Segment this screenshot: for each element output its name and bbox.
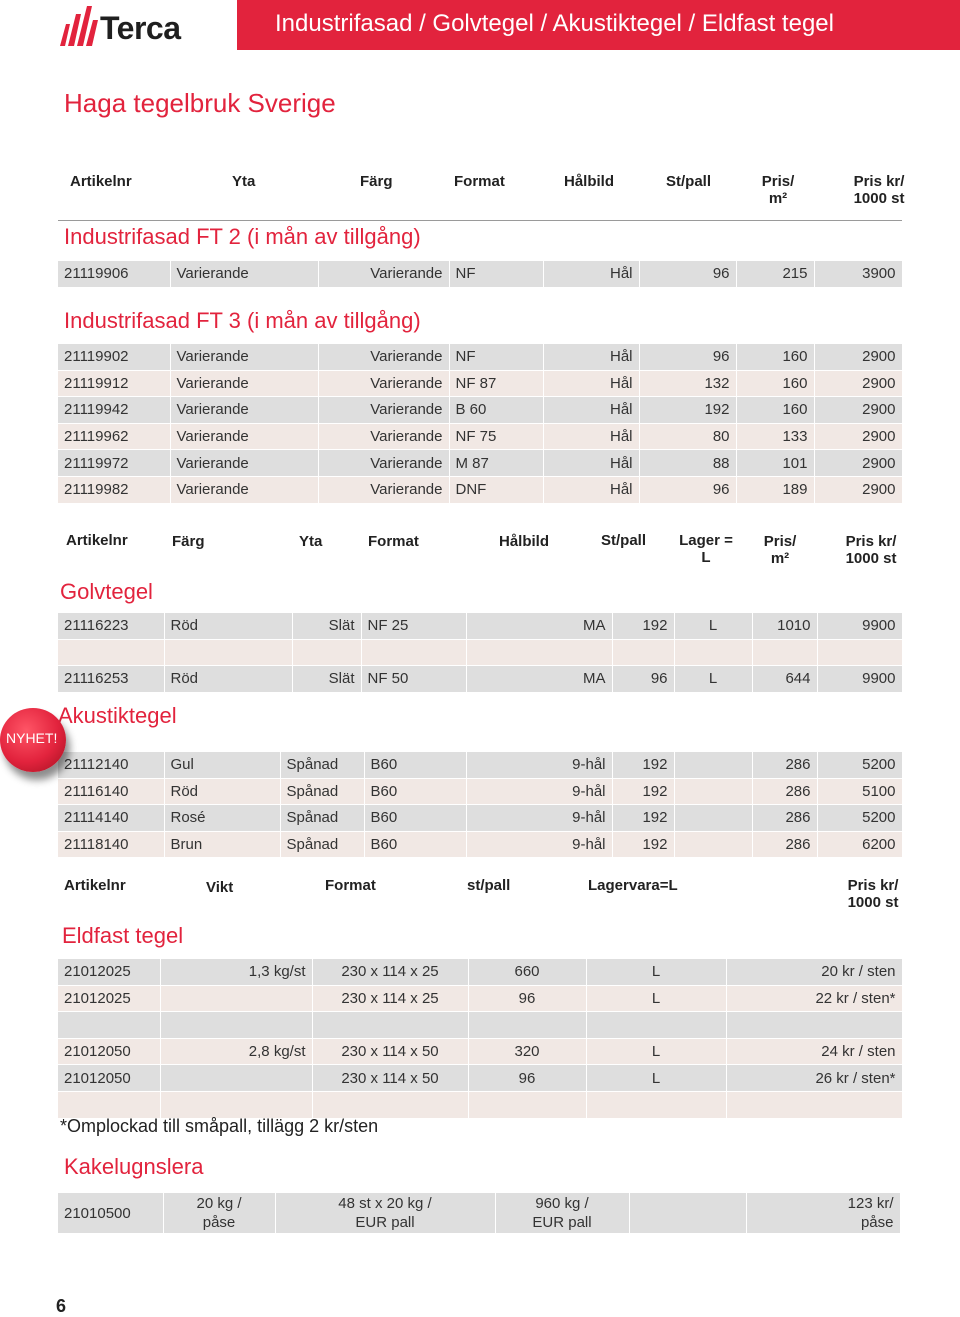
table-akustiktegel <box>58 752 903 858</box>
col-header-stpall: St/pall <box>666 173 712 190</box>
table-cell <box>58 1091 160 1118</box>
table-cell: 21119912 <box>58 370 170 397</box>
table-cell: Varierande <box>170 344 318 370</box>
table-cell <box>361 639 466 666</box>
table-cell <box>468 1012 586 1039</box>
table-row <box>58 778 902 805</box>
table-row <box>58 959 902 985</box>
table-cell: Varierande <box>318 344 449 370</box>
table-cell <box>466 639 612 666</box>
table-cell: 96 <box>468 1065 586 1092</box>
table-cell <box>674 778 752 805</box>
col-header-stpall-3: st/pall <box>467 877 511 894</box>
table-cell: Hål <box>543 397 639 424</box>
table-cell: 21116140 <box>58 778 164 805</box>
col-header-halbild: Hålbild <box>564 173 615 190</box>
table-cell: Varierande <box>170 397 318 424</box>
brand-logo[interactable]: Terca <box>100 10 181 46</box>
table-cell: 22 kr / sten* <box>726 985 902 1012</box>
table-cell: B60 <box>364 831 466 858</box>
table-cell: L <box>586 985 726 1012</box>
table-cell: B60 <box>364 778 466 805</box>
table-cell: 21119902 <box>58 344 170 370</box>
section-title-akustiktegel: Akustiktegel <box>58 703 177 728</box>
table-cell <box>586 1012 726 1039</box>
table-cell <box>674 752 752 778</box>
table-cell <box>674 831 752 858</box>
col-header-yta-2: Yta <box>299 533 323 550</box>
table-cell <box>726 1091 902 1118</box>
table-cell: Röd <box>164 666 292 693</box>
col-header-farg-2: Färg <box>172 533 205 550</box>
table-cell: 96 <box>468 985 586 1012</box>
table-cell: 96 <box>639 344 736 370</box>
table-cell: 21118140 <box>58 831 164 858</box>
table-ft3 <box>58 344 903 504</box>
table-cell: Spånad <box>280 805 364 832</box>
table-row <box>58 805 902 832</box>
table-cell <box>164 639 292 666</box>
table-cell <box>586 1091 726 1118</box>
table-cell: 286 <box>752 805 817 832</box>
table-cell: Varierande <box>318 261 449 287</box>
col-header-format: Format <box>454 173 505 190</box>
table-cell: 660 <box>468 959 586 985</box>
col-header-artikelnr: Artikelnr <box>70 173 132 190</box>
table-cell: 192 <box>612 805 674 832</box>
table-cell <box>58 1012 160 1039</box>
table-row: 21010500 20 kg / påse 48 st x 20 kg / EUR pall 960 kg / EUR pall 123 kr/ påse <box>58 1193 900 1234</box>
table-cell: 21012025 <box>58 985 160 1012</box>
table-cell: 9900 <box>817 666 902 693</box>
col-header-lager: Lager = L <box>679 532 733 566</box>
table-cell: Varierande <box>318 450 449 477</box>
table-cell: 9-hål <box>466 805 612 832</box>
header-banner-title: Industrifasad / Golvtegel / Akustiktegel / Eldfast tegel <box>275 10 834 37</box>
table-cell: 230 x 114 x 25 <box>312 959 468 985</box>
table-cell <box>160 1012 312 1039</box>
table-cell: L <box>586 1065 726 1092</box>
table-cell: 2900 <box>814 450 902 477</box>
table-cell: 21112140 <box>58 752 164 778</box>
nyhet-badge: NYHET! <box>0 708 66 772</box>
section-title-ft2: Industrifasad FT 2 (i mån av tillgång) <box>64 224 421 249</box>
table-cell <box>160 985 312 1012</box>
table-cell: 88 <box>639 450 736 477</box>
table-kakelugnslera <box>58 1193 901 1234</box>
table-cell <box>674 639 752 666</box>
table-cell: 21012050 <box>58 1038 160 1065</box>
table-cell: 96 <box>639 476 736 503</box>
table-cell: 1,3 kg/st <box>160 959 312 985</box>
table-cell: NF 87 <box>449 370 543 397</box>
table-cell <box>726 1012 902 1039</box>
table-cell <box>160 1091 312 1118</box>
col-header-lagervara: Lagervara=L <box>588 877 678 894</box>
table-cell: 96 <box>639 261 736 287</box>
table-cell: 160 <box>736 344 814 370</box>
col-header-artikelnr-2: Artikelnr <box>66 532 128 549</box>
table-cell: 192 <box>612 752 674 778</box>
table-cell: 215 <box>736 261 814 287</box>
col-header-artikelnr-3: Artikelnr <box>64 877 126 894</box>
table-cell: 2900 <box>814 423 902 450</box>
table-cell: 160 <box>736 370 814 397</box>
table-cell: Hål <box>543 423 639 450</box>
table-cell: 20 kr / sten <box>726 959 902 985</box>
table-row <box>58 476 902 503</box>
table-cell: 80 <box>639 423 736 450</box>
col-header-halbild-2: Hålbild <box>499 533 550 550</box>
col-header-pris-m2-2: Pris/ m² <box>763 533 797 567</box>
table-cell <box>674 805 752 832</box>
col-header-format-3: Format <box>325 877 376 894</box>
table-row <box>58 1038 902 1065</box>
table-cell: 9-hål <box>466 831 612 858</box>
table-cell: 132 <box>639 370 736 397</box>
table-cell <box>312 1012 468 1039</box>
table-cell: 6200 <box>817 831 902 858</box>
table-cell: 21119982 <box>58 476 170 503</box>
table-cell: Varierande <box>318 423 449 450</box>
table-cell: Spånad <box>280 778 364 805</box>
table-row <box>58 831 902 858</box>
table-row <box>58 344 902 370</box>
table-cell: 286 <box>752 778 817 805</box>
table-cell <box>468 1091 586 1118</box>
col-header-yta: Yta <box>232 173 256 190</box>
table-cell: 21119942 <box>58 397 170 424</box>
table-cell: L <box>674 666 752 693</box>
col-header-pris-st: Pris kr/ 1000 st <box>853 173 905 207</box>
col-header-format-2: Format <box>368 533 419 550</box>
col-header-pris-st-3: Pris kr/ 1000 st <box>847 877 899 911</box>
col-header-stpall-2: St/pall <box>601 532 647 549</box>
table-cell: 21119962 <box>58 423 170 450</box>
col-header-pris-m2: Pris/ m² <box>761 173 795 207</box>
col-header-farg: Färg <box>360 173 393 190</box>
table-cell: 2900 <box>814 397 902 424</box>
table-cell <box>312 1091 468 1118</box>
table-cell: 21116253 <box>58 666 164 693</box>
table-cell: 286 <box>752 831 817 858</box>
table-cell: NF 25 <box>361 613 466 639</box>
table-cell: NF 75 <box>449 423 543 450</box>
table-cell <box>292 639 361 666</box>
table-cell: 1010 <box>752 613 817 639</box>
table-cell: 5100 <box>817 778 902 805</box>
table-row <box>58 370 902 397</box>
col-header-vikt: Vikt <box>206 879 234 896</box>
page-number: 6 <box>56 1296 67 1316</box>
section-title-eldfast: Eldfast tegel <box>62 923 184 948</box>
table-row <box>58 639 902 666</box>
table-golvtegel <box>58 613 903 693</box>
table-cell: Röd <box>164 778 280 805</box>
table-cell: 2,8 kg/st <box>160 1038 312 1065</box>
table-cell: Slät <box>292 613 361 639</box>
table-cell: 96 <box>612 666 674 693</box>
table-ft2 <box>58 261 903 288</box>
table-cell <box>612 639 674 666</box>
table-cell: 320 <box>468 1038 586 1065</box>
table-cell: Rosé <box>164 805 280 832</box>
table-cell: 21012025 <box>58 959 160 985</box>
table-cell: 9900 <box>817 613 902 639</box>
table-row <box>58 261 902 287</box>
table-cell: 160 <box>736 397 814 424</box>
table-cell: NF <box>449 344 543 370</box>
section-title-golvtegel: Golvtegel <box>60 579 153 604</box>
table-cell: Röd <box>164 613 292 639</box>
table-cell: Varierande <box>170 370 318 397</box>
table-cell: Hål <box>543 261 639 287</box>
table-row <box>58 1012 902 1039</box>
table-row <box>58 1065 902 1092</box>
table-cell: 24 kr / sten <box>726 1038 902 1065</box>
section-title-kakelugnslera: Kakelugnslera <box>64 1154 204 1179</box>
table-cell: L <box>586 959 726 985</box>
table-cell: 192 <box>612 831 674 858</box>
table-cell: Varierande <box>170 261 318 287</box>
table-cell: 2900 <box>814 476 902 503</box>
table-cell <box>817 639 902 666</box>
table-cell: 9-hål <box>466 778 612 805</box>
table-cell: Varierande <box>170 423 318 450</box>
table-cell: Varierande <box>318 397 449 424</box>
table-cell: B60 <box>364 805 466 832</box>
table-cell: 101 <box>736 450 814 477</box>
table-cell: L <box>586 1038 726 1065</box>
table-cell: Spånad <box>280 752 364 778</box>
table-cell: Varierande <box>318 476 449 503</box>
table-cell: Varierande <box>318 370 449 397</box>
table-cell: Gul <box>164 752 280 778</box>
table-cell: 189 <box>736 476 814 503</box>
table-cell: NF 50 <box>361 666 466 693</box>
table-row <box>58 397 902 424</box>
table-cell: 21114140 <box>58 805 164 832</box>
table-cell: Brun <box>164 831 280 858</box>
table-cell: Hål <box>543 450 639 477</box>
header-rule <box>58 220 902 221</box>
table-cell: 230 x 114 x 50 <box>312 1038 468 1065</box>
table-cell: Hål <box>543 344 639 370</box>
table-cell: 644 <box>752 666 817 693</box>
table-cell: 3900 <box>814 261 902 287</box>
table-row <box>58 985 902 1012</box>
table-cell: 192 <box>612 613 674 639</box>
table-cell: Slät <box>292 666 361 693</box>
col-header-pris-st-2: Pris kr/ 1000 st <box>845 533 897 567</box>
page-title: Haga tegelbruk Sverige <box>64 88 336 118</box>
table-cell: 21116223 <box>58 613 164 639</box>
table-cell: DNF <box>449 476 543 503</box>
table-cell: 230 x 114 x 25 <box>312 985 468 1012</box>
table-row <box>58 666 902 693</box>
table-cell: 2900 <box>814 370 902 397</box>
table-cell: 21012050 <box>58 1065 160 1092</box>
table-cell: NF <box>449 261 543 287</box>
table-cell: 21119972 <box>58 450 170 477</box>
table-cell: 192 <box>612 778 674 805</box>
table-cell <box>160 1065 312 1092</box>
table-cell: 192 <box>639 397 736 424</box>
table-row <box>58 752 902 778</box>
table-cell <box>752 639 817 666</box>
section-title-ft3: Industrifasad FT 3 (i mån av tillgång) <box>64 308 421 333</box>
footnote: *Omplockad till småpall, tillägg 2 kr/sten <box>60 1116 379 1136</box>
table-cell: B60 <box>364 752 466 778</box>
table-cell: 9-hål <box>466 752 612 778</box>
table-eldfast <box>58 959 903 1119</box>
table-cell <box>58 639 164 666</box>
table-cell: MA <box>466 613 612 639</box>
table-cell: 5200 <box>817 805 902 832</box>
table-cell: L <box>674 613 752 639</box>
table-cell: 2900 <box>814 344 902 370</box>
table-cell: B 60 <box>449 397 543 424</box>
table-row <box>58 1091 902 1118</box>
table-cell: 230 x 114 x 50 <box>312 1065 468 1092</box>
table-cell: 26 kr / sten* <box>726 1065 902 1092</box>
table-cell: Varierande <box>170 476 318 503</box>
table-cell: MA <box>466 666 612 693</box>
table-cell: 133 <box>736 423 814 450</box>
table-cell: 5200 <box>817 752 902 778</box>
table-cell: M 87 <box>449 450 543 477</box>
table-cell: Hål <box>543 370 639 397</box>
table-cell: Spånad <box>280 831 364 858</box>
table-row <box>58 423 902 450</box>
table-cell: Hål <box>543 476 639 503</box>
table-cell: 21119906 <box>58 261 170 287</box>
table-cell: Varierande <box>170 450 318 477</box>
table-cell: 286 <box>752 752 817 778</box>
table-row <box>58 450 902 477</box>
table-row <box>58 613 902 639</box>
terca-logo-icon <box>58 6 98 46</box>
